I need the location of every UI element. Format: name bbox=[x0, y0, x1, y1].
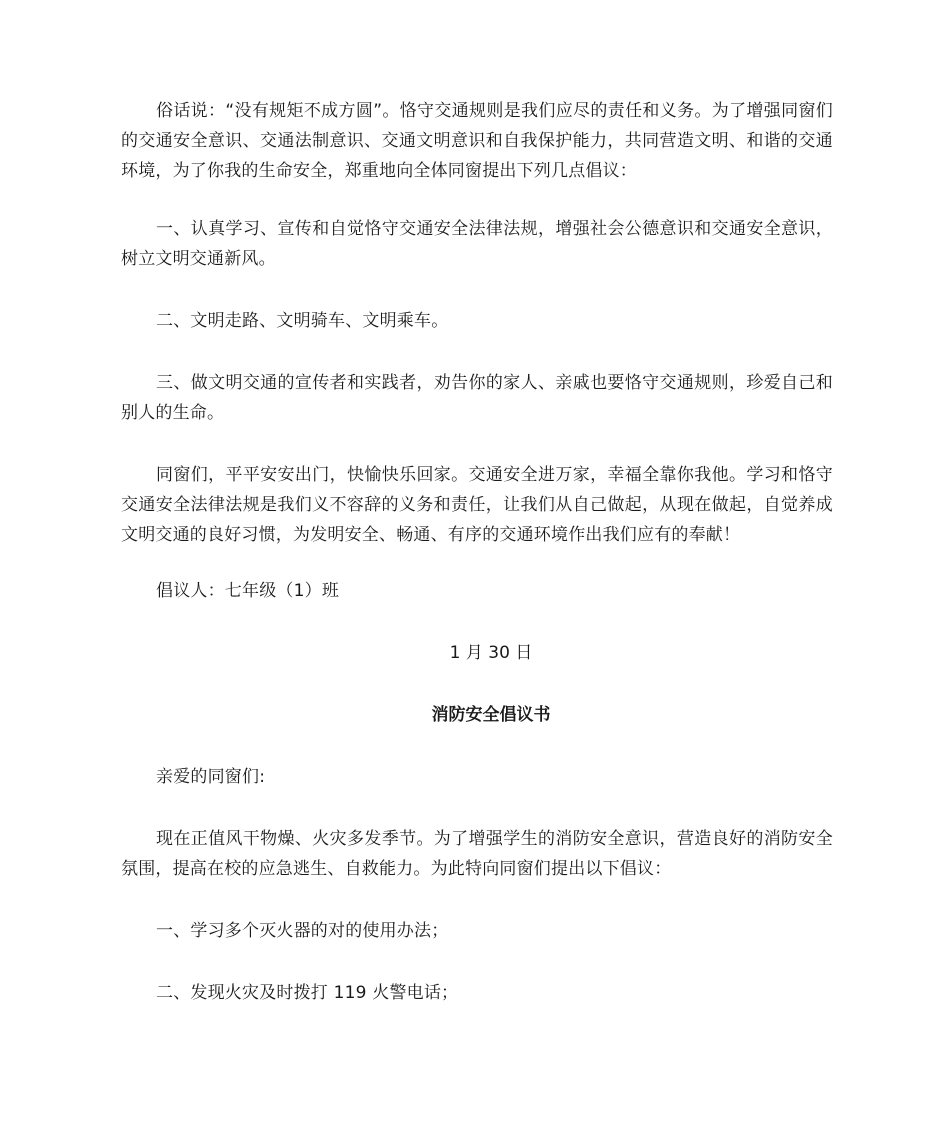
document-date: 1 月 30 日 bbox=[449, 643, 533, 663]
paragraph-proposal-3: 三、做文明交通的宣传者和实践者，劝告你的家人、亲戚也要恪守交通规则，珍爱自己和别人的生命。 bbox=[121, 373, 833, 423]
paragraph-greeting: 亲爱的同窗们: bbox=[156, 767, 266, 787]
paragraph-fire-proposal-1: 一、学习多个灭火器的对的使用办法； bbox=[156, 921, 449, 941]
paragraph-fire-intro: 现在正值风干物燥、火灾多发季节。为了增强学生的消防安全意识，营造良好的消防安全氛围，提高在校的应急逃生、自救能力。为此特向同窗们提出以下倡议： bbox=[121, 829, 833, 879]
paragraph-intro: 俗话说：“没有规矩不成方圆”。恪守交通规则是我们应尽的责任和义务。为了增强同窗们的交通安全意识、交通法制意识、交通文明意识和自我保护能力，共同营造文明、和谐的交通环境，为了你我的生命安全，郑重地向全体同窗提出下列几点倡议： bbox=[121, 101, 833, 181]
paragraph-proposal-2: 二、文明走路、文明骑车、文明乘车。 bbox=[156, 311, 449, 331]
second-document-title: 消防安全倡议书 bbox=[431, 705, 551, 725]
paragraph-fire-proposal-2: 二、发现火灾及时拨打 119 火警电话； bbox=[156, 983, 459, 1003]
paragraph-signatory: 倡议人：七年级（1）班 bbox=[156, 581, 340, 601]
paragraph-closing: 同窗们，平平安安出门，快愉快乐回家。交通安全进万家，幸福全靠你我他。学习和恪守交通安全法律法规是我们义不容辞的义务和责任，让我们从自己做起，从现在做起，自觉养成文明交通的良好习惯，为发明安全、畅通、有序的交通环境作出我们应有的奉献！ bbox=[121, 465, 833, 545]
paragraph-proposal-1: 一、认真学习、宣传和自觉恪守交通安全法律法规，增强社会公德意识和交通安全意识，树立文明交通新风。 bbox=[121, 219, 833, 269]
